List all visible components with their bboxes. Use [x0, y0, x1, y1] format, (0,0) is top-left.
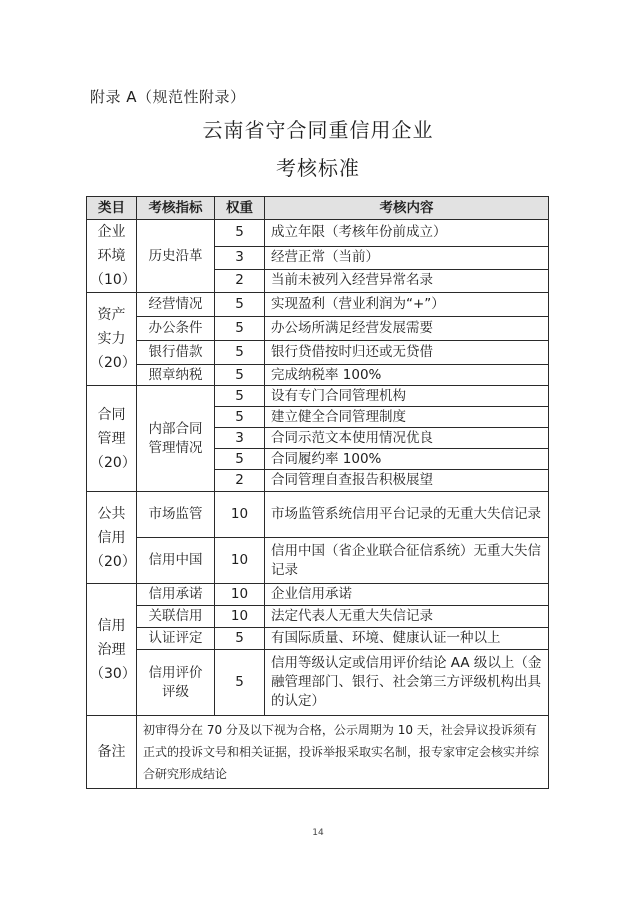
- indicator-credit-commitment: 信用承诺: [137, 584, 215, 606]
- indicator-internal-contract: 内部合同 管理情况: [137, 386, 215, 492]
- weight-cell: 10: [215, 606, 265, 628]
- weight-cell: 10: [215, 538, 265, 584]
- table-row-note: [87, 716, 549, 789]
- category-asset-strength: 资产 实力 （20）: [87, 293, 137, 386]
- indicator-certification: 认证评定: [137, 628, 215, 650]
- content-cell: 银行贷借按时归还或无贷借: [265, 341, 549, 365]
- content-cell: 信用中国（省企业联合征信系统）无重大失信记录: [265, 538, 549, 584]
- weight-cell: 10: [215, 492, 265, 538]
- weight-cell: 5: [215, 341, 265, 365]
- page-number: 14: [312, 828, 324, 838]
- content-cell: 企业信用承诺: [265, 584, 549, 606]
- indicator-bank-loan: 银行借款: [137, 341, 215, 365]
- indicator-related-credit: 关联信用: [137, 606, 215, 628]
- indicator-operation: 经营情况: [137, 293, 215, 317]
- appendix-label: 附录 A（规范性附录）: [90, 88, 246, 106]
- category-contract-management: 合同 管理 （20）: [87, 386, 137, 492]
- weight-cell: 5: [215, 650, 265, 716]
- weight-cell: 5: [215, 628, 265, 650]
- document-title: 云南省守合同重信用企业: [202, 118, 434, 142]
- weight-cell: 5: [215, 317, 265, 341]
- content-cell: 合同履约率 100%: [265, 449, 549, 470]
- header-content: 考核内容: [265, 197, 549, 220]
- weight-cell: 2: [215, 269, 265, 292]
- content-cell: 合同示范文本使用情况优良: [265, 428, 549, 449]
- content-cell: 成立年限（考核年份前成立）: [265, 220, 549, 247]
- indicator-market-supervision: 市场监管: [137, 492, 215, 538]
- table-row: [87, 538, 549, 584]
- table-row: [87, 220, 549, 247]
- table-header-row: [87, 197, 549, 220]
- table-row: [87, 317, 549, 341]
- note-text: 初审得分在 70 分及以下视为合格，公示周期为 10 天，社会异议投诉须有正式的投诉文号和相关证据，投诉举报采取实名制，报专家审定会核实并综合研究形成结论: [137, 716, 549, 789]
- indicator-tax: 照章纳税: [137, 365, 215, 386]
- indicator-history: 历史沿革: [137, 220, 215, 293]
- indicator-office: 办公条件: [137, 317, 215, 341]
- weight-cell: 5: [215, 407, 265, 428]
- content-cell: 实现盈利（营业利润为“+”）: [265, 293, 549, 317]
- content-cell: 当前未被列入经营异常名录: [265, 269, 549, 292]
- content-cell: 有国际质量、环境、健康认证一种以上: [265, 628, 549, 650]
- table-row: [87, 492, 549, 538]
- table-row: [87, 386, 549, 407]
- content-cell: 合同管理自查报告积极展望: [265, 470, 549, 492]
- content-cell: 办公场所满足经营发展需要: [265, 317, 549, 341]
- weight-cell: 5: [215, 449, 265, 470]
- weight-cell: 5: [215, 293, 265, 317]
- table-row: [87, 650, 549, 716]
- weight-cell: 5: [215, 386, 265, 407]
- content-cell: 建立健全合同管理制度: [265, 407, 549, 428]
- table-row: [87, 628, 549, 650]
- category-credit-governance: 信用 治理 （30）: [87, 584, 137, 716]
- weight-cell: 3: [215, 428, 265, 449]
- weight-cell: 5: [215, 365, 265, 386]
- header-indicator: 考核指标: [137, 197, 215, 220]
- indicator-credit-china: 信用中国: [137, 538, 215, 584]
- table-row: [87, 606, 549, 628]
- weight-cell: 3: [215, 246, 265, 269]
- weight-cell: 5: [215, 220, 265, 247]
- content-cell: 设有专门合同管理机构: [265, 386, 549, 407]
- assessment-table: [86, 196, 549, 789]
- content-cell: 完成纳税率 100%: [265, 365, 549, 386]
- header-weight: 权重: [215, 197, 265, 220]
- category-enterprise-environment: 企业 环境 （10）: [87, 220, 137, 293]
- weight-cell: 2: [215, 470, 265, 492]
- note-label: 备注: [87, 716, 137, 789]
- indicator-credit-rating: 信用评价 评级: [137, 650, 215, 716]
- table-row: [87, 365, 549, 386]
- table-row: [87, 584, 549, 606]
- content-cell: 经营正常（当前）: [265, 246, 549, 269]
- content-cell: 市场监管系统信用平台记录的无重大失信记录: [265, 492, 549, 538]
- table-row: [87, 341, 549, 365]
- content-cell: 法定代表人无重大失信记录: [265, 606, 549, 628]
- table-row: [87, 293, 549, 317]
- document-subtitle: 考核标准: [276, 156, 360, 180]
- category-public-credit: 公共 信用 （20）: [87, 492, 137, 584]
- weight-cell: 10: [215, 584, 265, 606]
- content-cell: 信用等级认定或信用评价结论 AA 级以上（金融管理部门、银行、社会第三方评级机构出具的认定）: [265, 650, 549, 716]
- header-category: 类目: [87, 197, 137, 220]
